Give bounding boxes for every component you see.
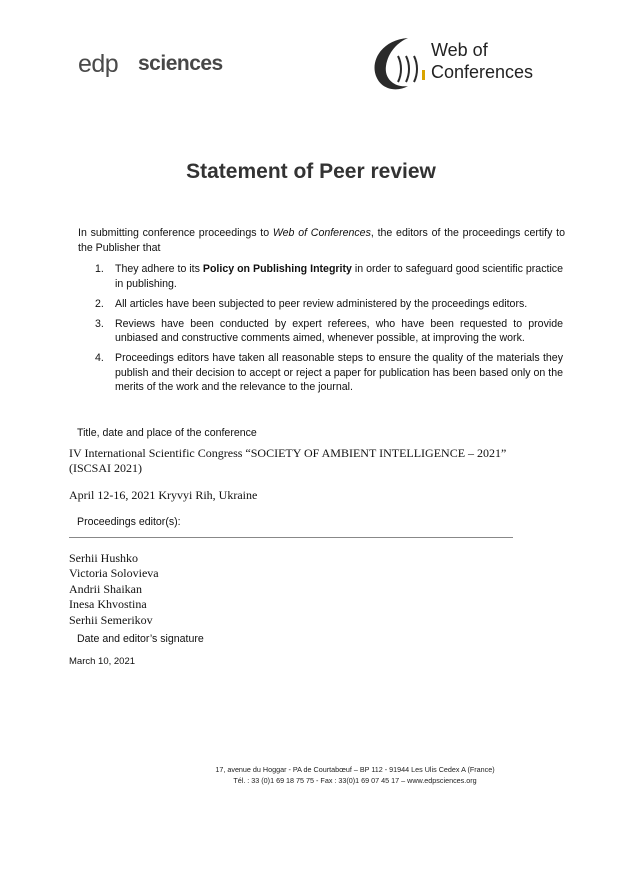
- signature-label: Date and editor’s signature: [77, 633, 204, 645]
- woc-swoosh-icon: [368, 34, 430, 92]
- footer-line-contact: Tél. : 33 (0)1 69 18 75 75 - Fax : 33(0)1 69 07 45 17 – www.edpsciences.org: [233, 776, 477, 785]
- list-item: [95, 262, 563, 291]
- footer-address: [150, 764, 560, 786]
- list-item-text: All articles have been subjected to peer review administered by the proceedings editors.: [115, 297, 528, 310]
- list-item-text: Reviews have been conducted by expert referees, who have been requested to provide unbiased and constructive comments aimed, whenever possible, at improving the work.: [115, 317, 563, 344]
- certification-list: [95, 262, 563, 400]
- intro-paragraph: [78, 226, 565, 256]
- web-of-conferences-logo: [368, 34, 568, 94]
- list-item: [95, 317, 563, 346]
- conference-label: Title, date and place of the conference: [77, 427, 257, 439]
- woc-logo-line2: Conferences: [431, 62, 534, 82]
- list-item-number: 1.: [95, 263, 104, 275]
- list-item-text-end: in order to safeguard good scientific practice in publishing.: [115, 263, 563, 290]
- page-title: Statement of Peer review: [186, 160, 436, 183]
- list-item-text: Proceedings editors have taken all reasonable steps to ensure the quality of the materials they publish and their decision to accept or reject a paper for publication has been based only on the merits of the work and the relevance to the journal.: [115, 352, 563, 393]
- footer-line-address: 17, avenue du Hoggar - PA de Courtabœuf – BP 112 - 91944 Les Ulis Cedex A (France): [215, 765, 495, 774]
- conference-date-place: April 12-16, 2021 Kryvyi Rih, Ukraine: [69, 488, 258, 502]
- list-item-text: They adhere to its: [115, 263, 203, 275]
- policy-link-text: Policy on Publishing Integrity: [202, 263, 352, 275]
- editor-name: Andrii Shaikan: [69, 581, 142, 596]
- edp-sciences-logo: [78, 46, 238, 86]
- editor-name: Serhii Hushko: [69, 551, 138, 565]
- woc-logo-line1: Web of: [431, 40, 488, 60]
- list-item-number: 2.: [95, 297, 104, 310]
- editors-label: Proceedings editor(s):: [77, 516, 181, 528]
- signature-date: March 10, 2021: [69, 656, 136, 667]
- divider: [69, 537, 513, 538]
- editor-name: Inesa Khvostina: [69, 597, 147, 612]
- list-item: [95, 297, 563, 312]
- editors-list: [69, 551, 159, 628]
- conference-title: IV International Scientific Congress “SOCIETY OF AMBIENT INTELLIGENCE – 2021” (ISCSAI 2021): [69, 446, 507, 475]
- edp-logo-text: sciences: [138, 52, 223, 75]
- list-item: [95, 351, 563, 395]
- intro-before: In submitting conference proceedings to: [78, 227, 273, 239]
- list-item-number: 3.: [95, 317, 104, 330]
- editor-name: Victoria Solovieva: [69, 566, 159, 581]
- editor-name: Serhii Semerikov: [69, 612, 153, 627]
- intro-journal: Web of Conferences: [272, 227, 371, 239]
- list-item-number: 4.: [95, 352, 104, 364]
- edp-logo-mark: edp: [78, 50, 119, 78]
- intro-after: , the editors of the proceedings certify to the Publisher that: [78, 227, 565, 254]
